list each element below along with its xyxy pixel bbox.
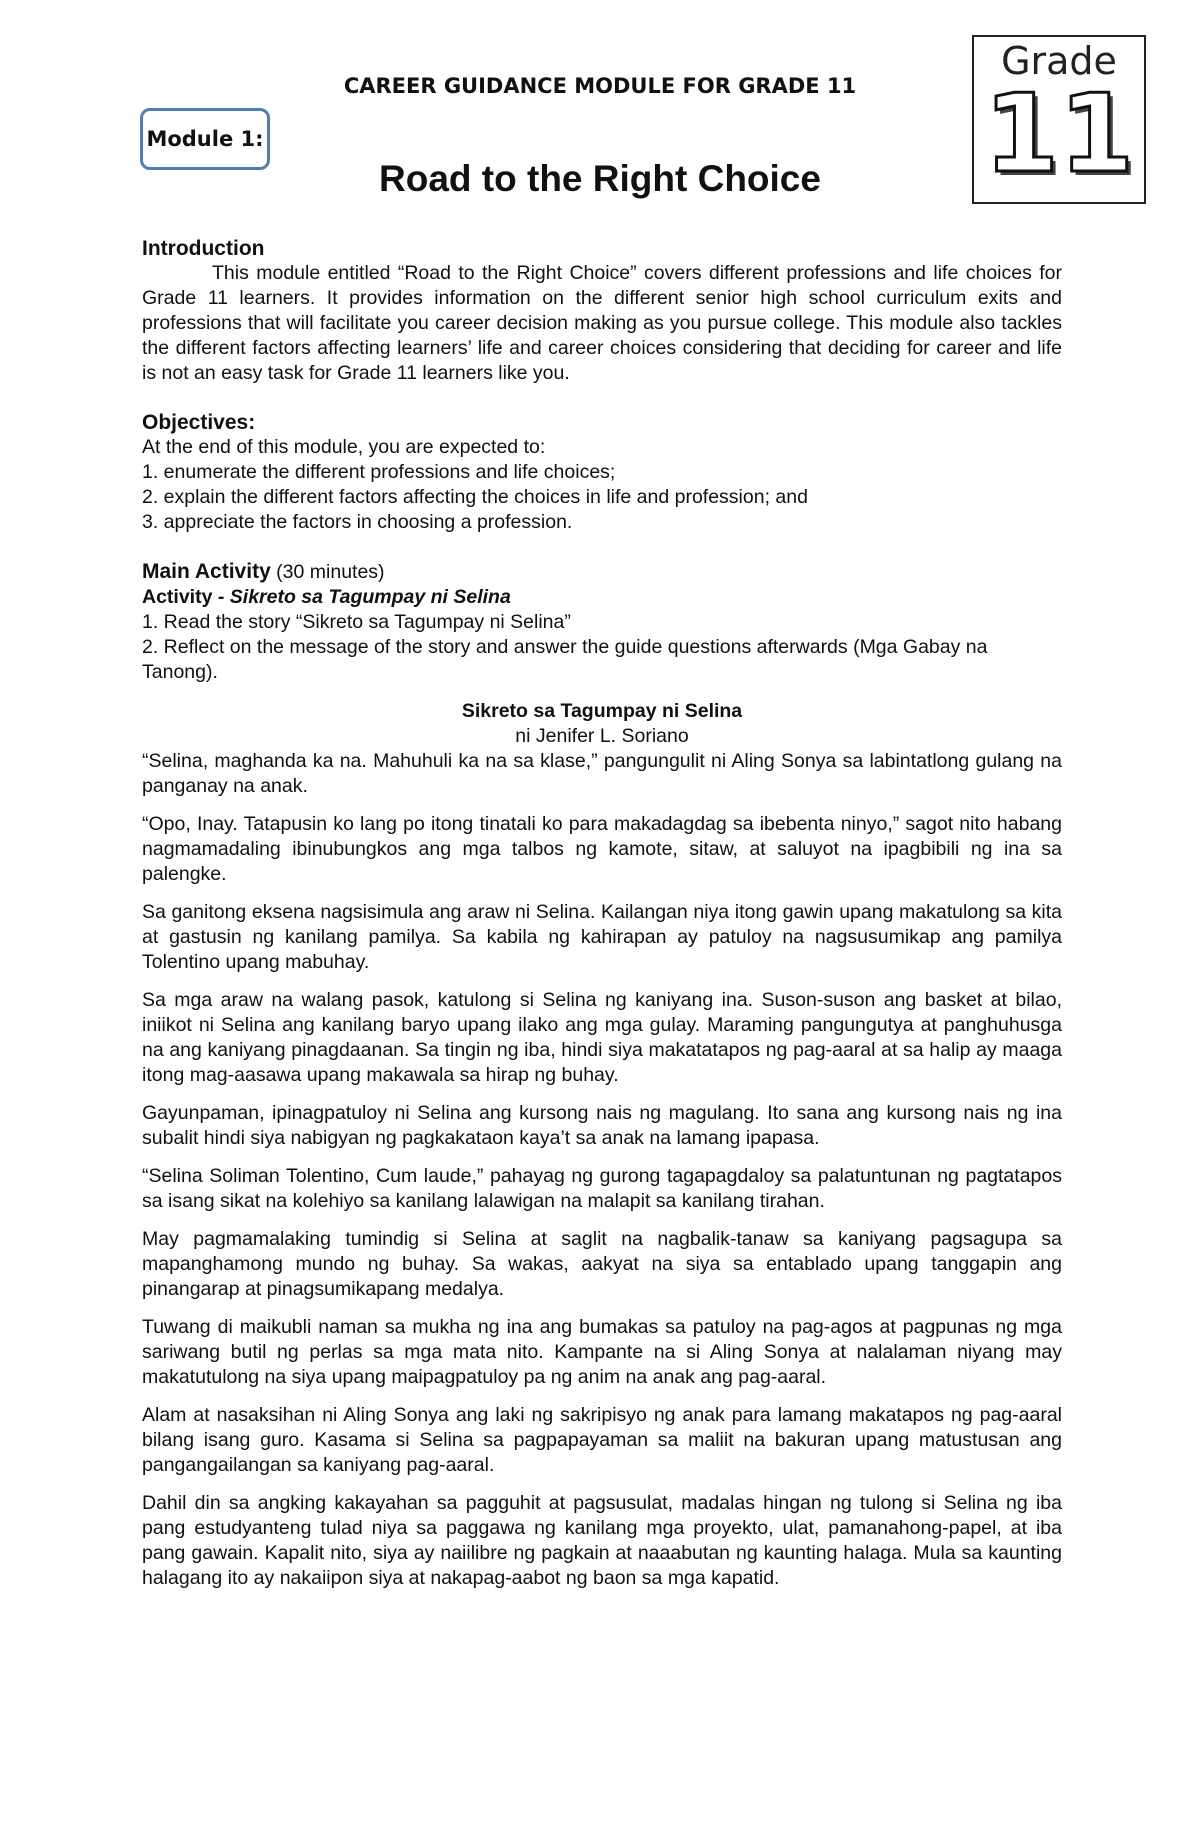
- objectives-heading: Objectives:: [142, 411, 256, 434]
- main-activity-duration: (30 minutes): [270, 561, 385, 583]
- story-paragraph: Alam at nasaksihan ni Aling Sonya ang laki ng sakripisyo ng anak para lamang makatapos ng pag-aaral bilang isang guro. Kasama si Selina sa pagpapayaman sa maliit na bakuran upang matustusan ang pangangailangan sa kaniyang pag-aaral.: [142, 1404, 1062, 1476]
- objective-item: 1. enumerate the different professions and life choices;: [142, 461, 616, 483]
- story-paragraph: “Selina Soliman Tolentino, Cum laude,” pahayag ng gurong tagapagdaloy sa palatuntunan ng pagtatapos sa isang sikat na kolehiyo sa kanilang lalawigan na malapit sa kanilang tirahan.: [142, 1165, 1062, 1212]
- story-paragraph: “Selina, maghanda ka na. Mahuhuli ka na sa klase,” pangungulit ni Aling Sonya sa labintatlong gulang na panganay na anak.: [142, 750, 1062, 797]
- grade-label: Grade: [1001, 39, 1117, 83]
- activity-title-line: [142, 585, 1062, 610]
- grade-number: 11: [983, 72, 1135, 197]
- story-paragraph: “Opo, Inay. Tatapusin ko lang po itong tinatali ko para makadagdag sa ibebenta ninyo,” sagot nito habang nagmamadaling ibinubungkos ang mga talbos ng kamote, sitaw, at saluyot na ipagbibili ng ina sa palengke.: [142, 813, 1062, 885]
- story-paragraph: Sa ganitong eksena nagsisimula ang araw ni Selina. Kailangan niya itong gawin upang makatulong sa kita at gastusin ng kanilang pamilya. Sa kabila ng kahirapan ay patuloy na nagsusumikap ang pamilya Tolentino upang mabuhay.: [142, 901, 1062, 973]
- story-paragraph: May pagmamalaking tumindig si Selina at saglit na nagbalik-tanaw sa kaniyang pagsagupa sa mapanghamong mundo ng buhay. Sa wakas, aakyat na siya sa entablado upang tanggapin ang pinangarap at pinagsumikapang medalya.: [142, 1228, 1062, 1300]
- story-author: ni Jenifer L. Soriano: [515, 725, 689, 747]
- activity-prefix: Activity -: [142, 586, 230, 608]
- module-series-heading: CAREER GUIDANCE MODULE FOR GRADE 11: [343, 74, 857, 98]
- module-badge: Module 1:: [140, 108, 270, 170]
- activity-title: Sikreto sa Tagumpay ni Selina: [229, 586, 511, 608]
- story-title: Sikreto sa Tagumpay ni Selina: [461, 700, 743, 722]
- objective-item: 3. appreciate the factors in choosing a profession.: [142, 511, 573, 533]
- grade-badge: [972, 35, 1146, 204]
- story-paragraph: Dahil din sa angking kakayahan sa pagguhit at pagsusulat, madalas hingan ng tulong si Selina ng iba pang estudyanteng tulad niya sa paggawa ng kanilang mga proyekto, ulat, pamanahong-papel, at iba pang gawain. Kapalit nito, siya ay naiilibre ng pagkain at naaabutan ng kaunting halaga. Mula sa kaunting halagang ito ay nakaiipon siya at nakapag-aabot ng baon sa mga kapatid.: [142, 1492, 1062, 1589]
- module-title: Road to the Right Choice: [379, 158, 821, 199]
- objectives-intro: At the end of this module, you are expected to:: [142, 436, 546, 458]
- story-paragraph: Gayunpaman, ipinagpatuloy ni Selina ang kursong nais ng magulang. Ito sana ang kursong nais ng ina subalit hindi siya nabigyan ng pagkakataon kaya’t sa anak na lamang ipapasa.: [142, 1102, 1062, 1149]
- activity-step: 1. Read the story “Sikreto sa Tagumpay ni Selina”: [142, 611, 571, 633]
- activity-step: 2. Reflect on the message of the story and answer the guide questions afterwards (Mga Gabay na Tanong).: [142, 636, 988, 683]
- story-paragraph: Tuwang di maikubli naman sa mukha ng ina ang bumakas sa patuloy na pag-agos at pagpunas ng mga sariwang butil ng perlas sa mga mata nito. Kampante na si Aling Sonya at nalalaman niyang may makatutulong na siya upang maipagpatuloy pa ng anim na anak ang pag-aaral.: [142, 1316, 1062, 1388]
- main-activity-label: Main Activity: [142, 560, 271, 583]
- module-content: [142, 236, 1062, 1604]
- main-activity-heading: [142, 559, 1062, 585]
- story-paragraph: Sa mga araw na walang pasok, katulong si Selina ng kaniyang ina. Suson-suson ang basket at bilao, iniikot ni Selina ang kanilang baryo upang ilako ang mga gulay. Maraming pangungutya at panghuhusga na ang kaniyang pinagdaanan. Sa tingin ng iba, hindi siya makatatapos ng pag-aaral at sa halip ay maaga itong mag-aasawa upang makawala sa hirap ng buhay.: [142, 989, 1062, 1086]
- objective-item: 2. explain the different factors affecting the choices in life and profession; and: [142, 486, 808, 508]
- introduction-text: This module entitled “Road to the Right Choice” covers different professions and life choices for Grade 11 learners. It provides information on the different senior high school curriculum exits and professions that will facilitate you career decision making as you pursue college. This module also tackles the different factors affecting learners’ life and career choices considering that deciding for career and life is not an easy task for Grade 11 learners like you.: [142, 262, 1062, 384]
- introduction-heading: Introduction: [142, 237, 265, 260]
